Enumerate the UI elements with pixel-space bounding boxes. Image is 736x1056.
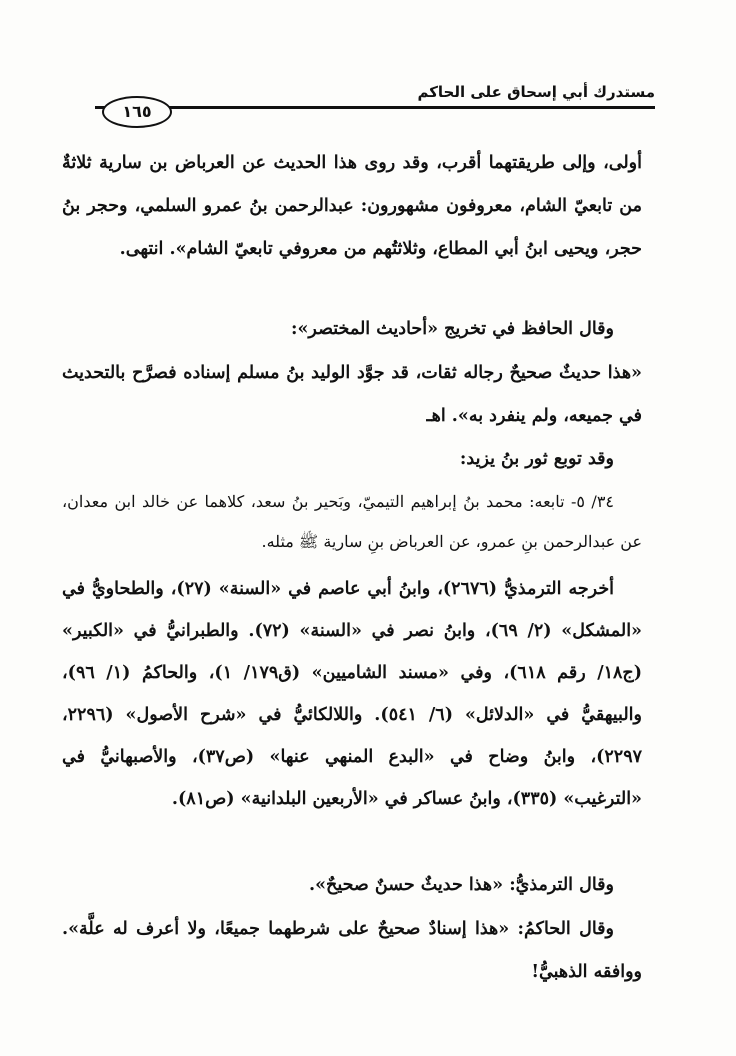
paragraph-hakim: وقال الحاكمُ: «هذا إسنادٌ صحيحٌ على شرطهما جميعًا، ولا أعرف له علَّة». ووافقه الذهبيُّ! <box>62 919 642 982</box>
paragraph-hafiz-intro: وقال الحافظ في تخريج «أحاديث المختصر»: <box>291 319 614 339</box>
page-number: ١٦٥ <box>102 96 172 128</box>
paragraph-hadith-34-5: ٣٤/ ٥- تابعه: محمد بنُ إبراهيم التيميّ، وبَحير بنُ سعد، كلاهما عن خالد ابن معدان، عن عبدالرحمن بنِ عمرو، عن العرباض بنِ سارية ﷺ مثله. <box>62 492 642 551</box>
paragraph-takhrij: أخرجه الترمذيُّ (٢٦٧٦)، وابنُ أبي عاصم في «السنة» (٢٧)، والطحاويُّ في «المشكل» (٢/ ٦٩)، وابنُ نصر في «السنة» (٧٢). والطبرانيُّ في «الكبير» (ج١٨/ رقم ٦١٨)، وفي «مسند الشاميين» (ق١٧٩/ ١)، والحاكمُ (١/ ٩٦)، والبيهقيُّ في «الدلائل» (٦/ ٥٤١). واللالكائيُّ في «شرح الأصول» (٢٢٩٦، ٢٢٩٧)، وابنُ وضاح في «البدع المنهي عنها» (ص٣٧)، والأصبهانيُّ في «الترغيب» (٣٣٥)، وابنُ عساكر في «الأربعين البلدانية» (ص٨١). <box>62 579 642 809</box>
paragraph-hafiz-quote: «هذا حديثٌ صحيحٌ رجاله ثقات، قد جوَّد الوليد بنُ مسلم إسناده فصرَّح بالتحديث في جميعه، ولم ينفرد به». اهـ <box>62 363 642 426</box>
paragraph-tirmidhi: وقال الترمذيُّ: «هذا حديثٌ حسنٌ صحيحٌ». <box>309 875 614 895</box>
paragraph-followed: وقد توبع ثور بنُ يزيد: <box>459 449 614 469</box>
running-header: مستدرك أبي إسحاق على الحاكم <box>417 83 655 101</box>
header-rule <box>95 106 655 109</box>
paragraph-narrators: أولى، وإلى طريقتهما أقرب، وقد روى هذا الحديث عن العرباض بن سارية ثلاثةٌ من تابعيّ الشام، معروفون مشهورون: عبدالرحمن بنُ عمرو السلمي، وحجر بنُ حجر، ويحيى ابنُ أبي المطاع، وثلاثتُهم من معروفي تابعيّ الشام». انتهى. <box>62 153 642 259</box>
